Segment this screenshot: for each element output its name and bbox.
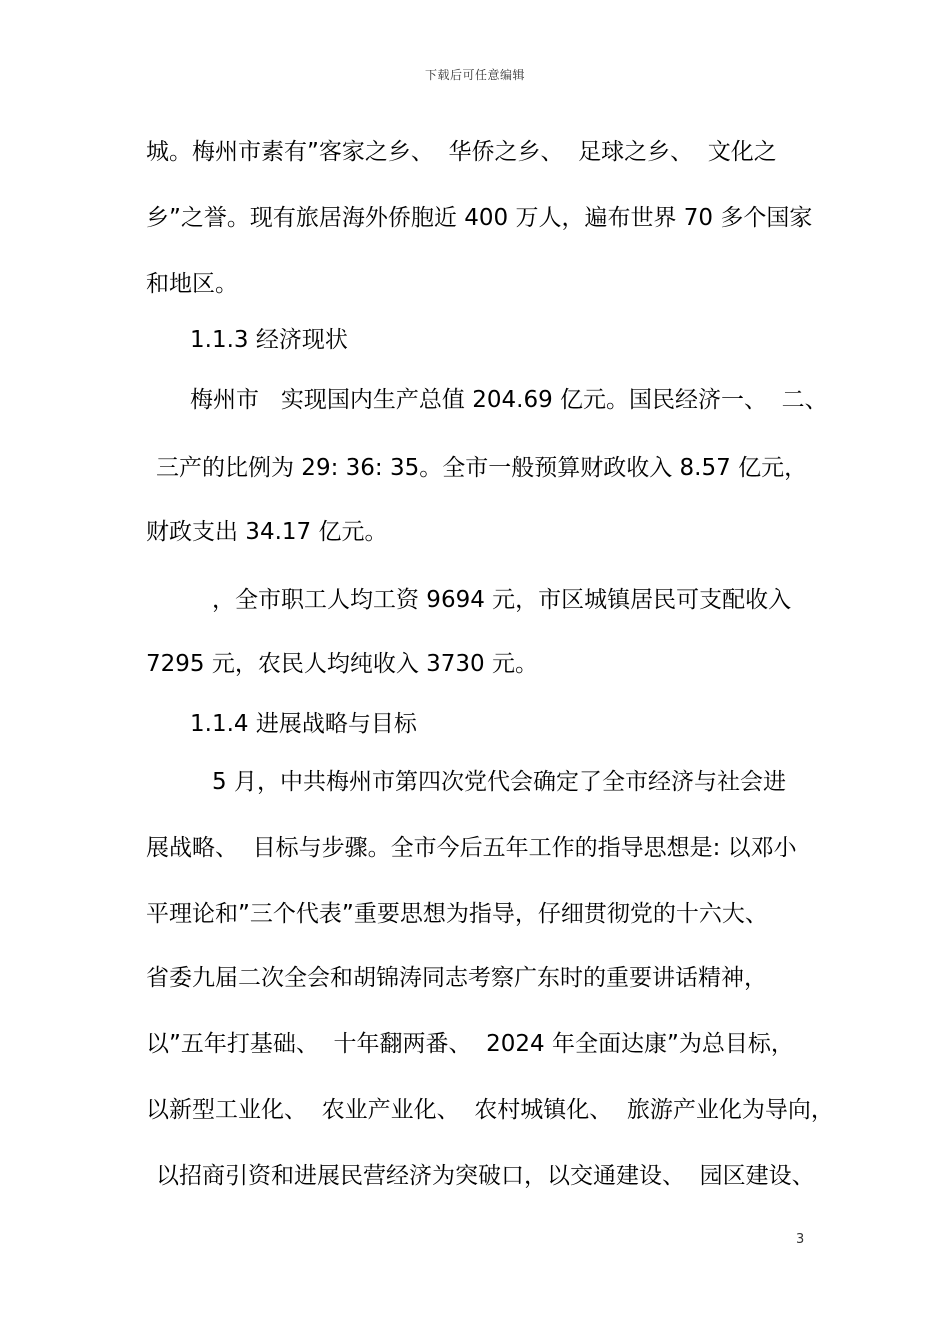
text-line: 财政支出 34.17 亿元。 [146,519,388,545]
text-line: 三产的比例为 29: 36: 35。全市一般预算财政收入 8.57 亿元， [156,455,808,481]
text-line: 省委九届二次全会和胡锦涛同志考察广东时的重要讲话精神， [146,965,767,991]
page-number: 3 [796,1232,805,1247]
text-line: 以新型工业化、 农业产业化、 农村城镇化、 旅游产业化为导向， [146,1097,834,1123]
text-line: 和地区。 [146,271,238,297]
text-line: 梅州市 实现国内生产总值 204.69 亿元。国民经济一、 二、 [190,387,828,413]
text-line: 平理论和”三个代表”重要思想为指导，仔细贯彻党的十六大、 [146,901,768,927]
section-heading: 1.1.3 经济现状 [190,327,348,353]
section-heading: 1.1.4 进展战略与目标 [190,711,417,737]
page-header-note: 下载后可任意编辑 [424,68,525,82]
text-line: 以”五年打基础、 十年翻两番、 2024 年全面达康”为总目标， [146,1031,794,1057]
text-line: 城。梅州市素有”客家之乡、 华侨之乡、 足球之乡、 文化之 [146,139,777,165]
text-line: 以招商引资和进展民营经济为突破口，以交通建设、 园区建设、 [156,1163,815,1189]
text-line: 乡”之誉。现有旅居海外侨胞近 400 万人，遍布世界 70 多个国家 [146,205,813,231]
text-line: 5 月，中共梅州市第四次党代会确定了全市经济与社会进 [212,769,786,795]
text-line: 7295 元，农民人均纯收入 3730 元。 [146,651,538,677]
text-line: 展战略、 目标与步骤。全市今后五年工作的指导思想是: 以邓小 [146,835,797,861]
text-line: ，全市职工人均工资 9694 元，市区城镇居民可支配收入 [212,587,792,613]
